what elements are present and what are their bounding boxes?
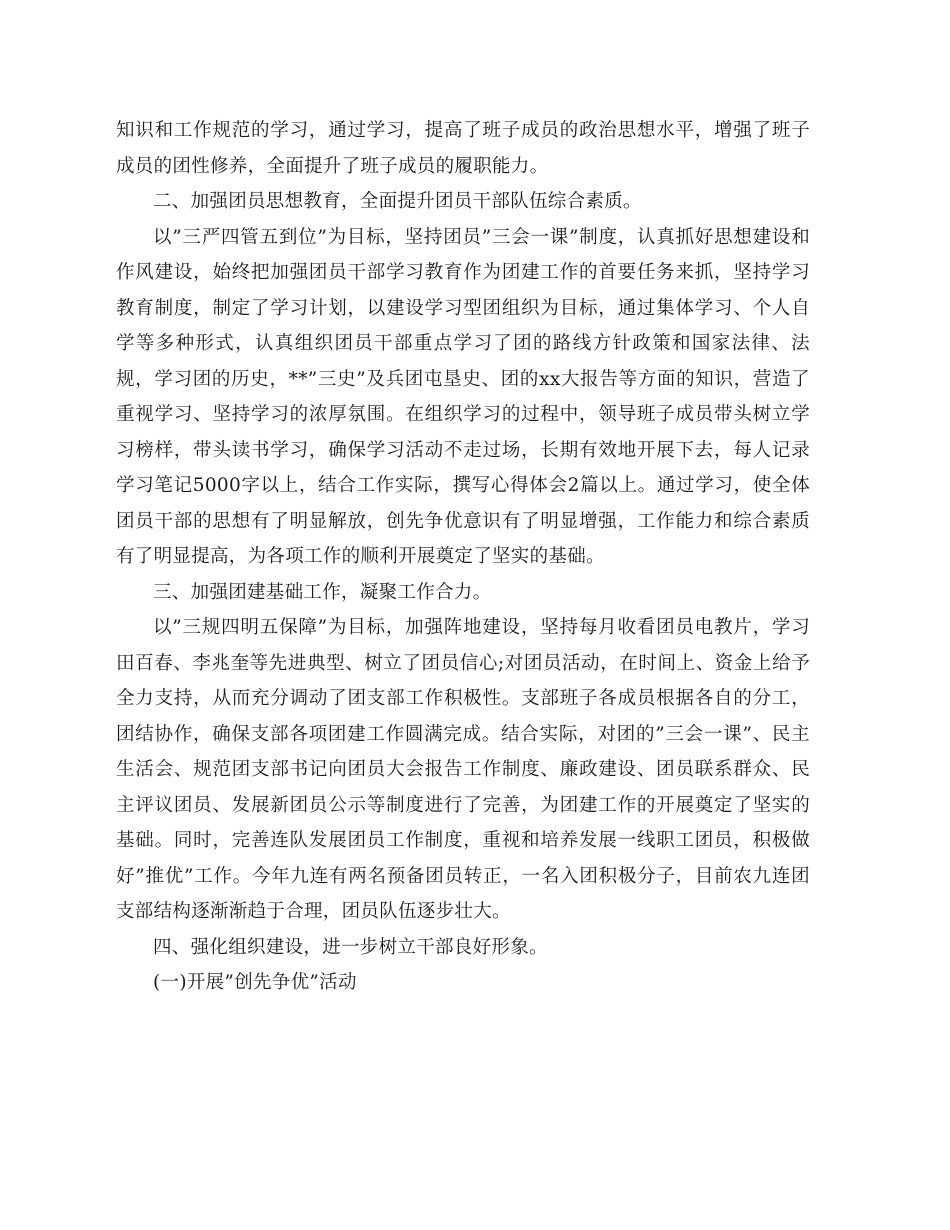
- section-heading-4: 四、强化组织建设，进一步树立干部良好形象。: [153, 936, 548, 958]
- section-heading-3: 三、加强团建基础工作，凝聚工作合力。: [153, 581, 492, 603]
- document-body: [116, 113, 810, 1001]
- paragraph-1: 知识和工作规范的学习，通过学习，提高了班子成员的政治思想水平，增强了班子成员的团性修养，全面提升了班子成员的履职能力。: [116, 120, 810, 177]
- subsection-heading-1: (一)开展”创先争优”活动: [153, 972, 357, 993]
- section-heading-2: 二、加强团员思想教育，全面提升团员干部队伍综合素质。: [153, 191, 642, 212]
- paragraph-3: 以”三严四管五到位”为目标，坚持团员”三会一课”制度，认真抓好思想建设和作风建设，始终把加强团员干部学习教育作为团建工作的首要任务来抓，坚持学习教育制度，制定了学习计划，以建设学习型团组织为目标，通过集体学习、个人自学等多种形式，认真组织团员干部重点学习了团的路线方针政策和国家法律、法规，学习团的历史，**”三史”及兵团屯垦史、团的xx大报告等方面的知识，营造了重视学习、坚持学习的浓厚氛围。在组织学习的过程中，领导班子成员带头树立学习榜样，带头读书学习，确保学习活动不走过场，长期有效地开展下去，每人记录学习笔记5000字以上，结合工作实际，撰写心得体会2篇以上。通过学习，使全体团员干部的思想有了明显解放，创先争优意识有了明显增强，工作能力和综合素质有了明显提高，为各项工作的顺利开展奠定了坚实的基础。: [116, 226, 810, 567]
- paragraph-5: 以”三规四明五保障”为目标，加强阵地建设，坚持每月收看团员电教片，学习田百春、李兆奎等先进典型、树立了团员信心;对团员活动，在时间上、资金上给予全力支持，从而充分调动了团支部工作积极性。支部班子各成员根据各自的分工，团结协作，确保支部各项团建工作圆满完成。结合实际，对团的”三会一课”、民主生活会、规范团支部书记向团员大会报告工作制度、廉政建设、团员联系群众、民主评议团员、发展新团员公示等制度进行了完善，为团建工作的开展奠定了坚实的基础。同时，完善连队发展团员工作制度，重视和培养发展一线职工团员，积极做好”推优”工作。今年九连有两名预备团员转正，一名入团积极分子，目前农九连团支部结构逐渐渐趋于合理，团员队伍逐步壮大。: [116, 617, 810, 922]
